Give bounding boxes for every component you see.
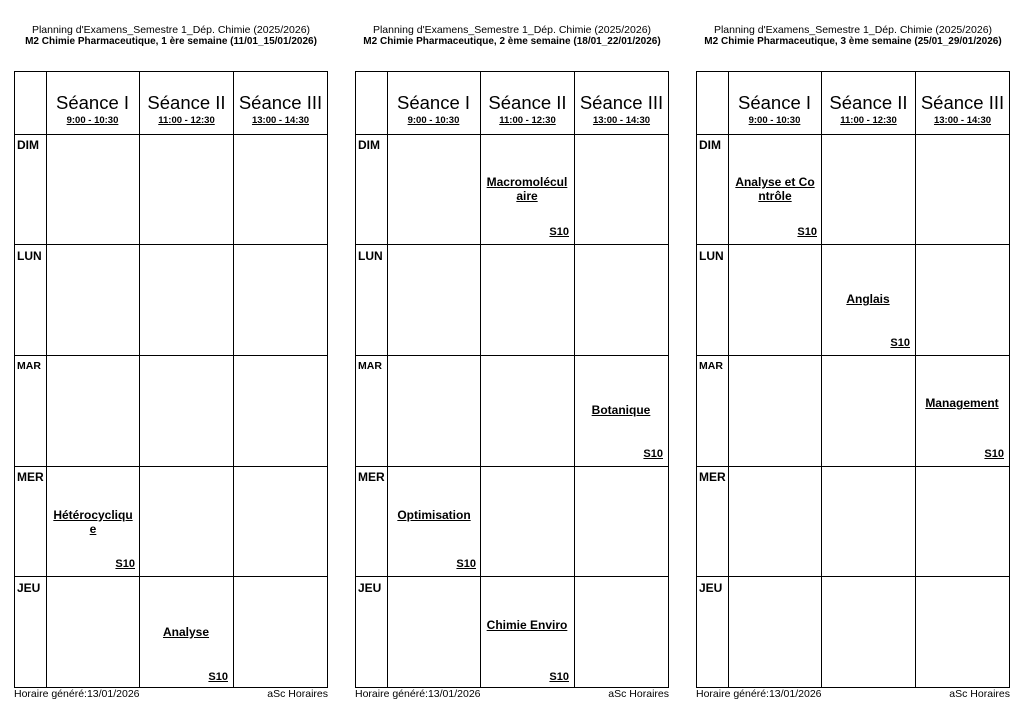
seance-time: 11:00 - 12:30 [499,115,556,126]
exam-subject: Chimie Enviro [486,618,568,632]
exam-cell [920,396,1004,460]
exam-room: S10 [643,448,663,460]
schedule-grid [355,71,669,688]
exam-cell [144,625,228,683]
seance-time: 9:00 - 10:30 [748,115,801,126]
seance-name: Séance III [579,92,664,113]
schedule-title: Planning d'Examens_Semestre 1_Dép. Chimie (2025/2026) [713,24,993,36]
exam-cell [51,508,135,570]
exam-subject: Optimisation [397,508,471,522]
row-divider [356,134,668,135]
row-divider [356,355,668,356]
column-divider [821,72,822,687]
footer-software: aSc Horaires [608,688,669,700]
schedule-title: Planning d'Examens_Semestre 1_Dép. Chimie (2025/2026) [372,24,652,36]
column-divider [139,72,140,687]
exam-cell [485,175,569,238]
day-label-jeu: JEU [358,581,382,595]
seance-header-3 [575,92,668,126]
day-label-jeu: JEU [17,581,41,595]
day-label-jeu: JEU [699,581,723,595]
seance-time: 11:00 - 12:30 [158,115,215,126]
seance-name: Séance II [829,92,908,113]
exam-room: S10 [984,448,1004,460]
exam-subject: Macromoléculaire [486,175,568,203]
week-2-schedule [355,0,669,724]
column-divider [480,72,481,687]
seance-time: 13:00 - 14:30 [592,115,651,126]
day-label-mer: MER [358,470,385,484]
seance-header-3 [916,92,1009,126]
seance-header-3 [234,92,327,126]
row-divider [697,134,1009,135]
day-label-dim: DIM [17,138,39,152]
exam-room: S10 [208,671,228,683]
seance-header-1 [46,92,139,126]
seance-time: 13:00 - 14:30 [251,115,310,126]
day-label-mar: MAR [358,360,382,372]
schedule-grid [696,71,1010,688]
footer-generated-date: Horaire généré:13/01/2026 [696,688,822,700]
exam-room: S10 [890,337,910,349]
day-label-mar: MAR [17,360,41,372]
row-divider [356,466,668,467]
seance-name: Séance I [396,92,471,113]
column-divider [387,72,388,687]
column-divider [574,72,575,687]
seance-name: Séance I [737,92,812,113]
column-divider [233,72,234,687]
exam-subject: Management [925,396,999,410]
schedule-title: Planning d'Examens_Semestre 1_Dép. Chimie (2025/2026) [31,24,311,36]
column-divider [46,72,47,687]
seance-name: Séance III [920,92,1005,113]
row-divider [15,244,327,245]
row-divider [15,466,327,467]
seance-time: 11:00 - 12:30 [840,115,897,126]
seance-header-2 [822,92,915,126]
day-label-lun: LUN [699,249,724,263]
row-divider [697,355,1009,356]
day-label-mer: MER [699,470,726,484]
row-divider [15,355,327,356]
row-divider [697,466,1009,467]
schedule-grid [14,71,328,688]
schedule-subtitle: M2 Chimie Pharmaceutique, 2 ème semaine (18/01_22/01/2026) [363,36,661,47]
week-1-schedule [14,0,328,724]
column-divider [728,72,729,687]
footer-generated-date: Horaire généré:13/01/2026 [355,688,481,700]
seance-name: Séance III [238,92,323,113]
footer-generated-date: Horaire généré:13/01/2026 [14,688,140,700]
seance-header-1 [387,92,480,126]
schedule-subtitle: M2 Chimie Pharmaceutique, 3 ème semaine (25/01_29/01/2026) [704,36,1002,47]
footer-software: aSc Horaires [949,688,1010,700]
row-divider [356,576,668,577]
row-divider [15,576,327,577]
exam-subject: Analyse et Contrôle [735,175,815,203]
exam-cell [392,508,476,570]
day-label-mer: MER [17,470,44,484]
exam-room: S10 [456,558,476,570]
exam-cell [733,175,817,238]
exam-subject: Analyse [162,625,210,639]
seance-header-2 [140,92,233,126]
seance-name: Séance II [488,92,567,113]
row-divider [697,576,1009,577]
seance-header-2 [481,92,574,126]
day-label-dim: DIM [699,138,721,152]
exam-room: S10 [797,226,817,238]
day-label-lun: LUN [17,249,42,263]
exam-subject: Botanique [591,403,651,417]
week-3-schedule [696,0,1010,724]
schedule-subtitle: M2 Chimie Pharmaceutique, 1 ère semaine (11/01_15/01/2026) [25,36,317,47]
seance-header-1 [728,92,821,126]
exam-cell [485,618,569,683]
footer-software: aSc Horaires [267,688,328,700]
seance-time: 13:00 - 14:30 [933,115,992,126]
day-label-mar: MAR [699,360,723,372]
day-label-dim: DIM [358,138,380,152]
exam-subject: Hétérocyclique [53,508,133,536]
seance-name: Séance I [55,92,130,113]
seance-name: Séance II [147,92,226,113]
exam-cell [826,292,910,349]
column-divider [915,72,916,687]
row-divider [697,244,1009,245]
row-divider [15,134,327,135]
seance-time: 9:00 - 10:30 [407,115,460,126]
seance-time: 9:00 - 10:30 [66,115,119,126]
row-divider [356,244,668,245]
exam-room: S10 [549,226,569,238]
exam-room: S10 [115,558,135,570]
exam-cell [579,403,663,460]
day-label-lun: LUN [358,249,383,263]
exam-subject: Anglais [846,292,890,306]
exam-room: S10 [549,671,569,683]
